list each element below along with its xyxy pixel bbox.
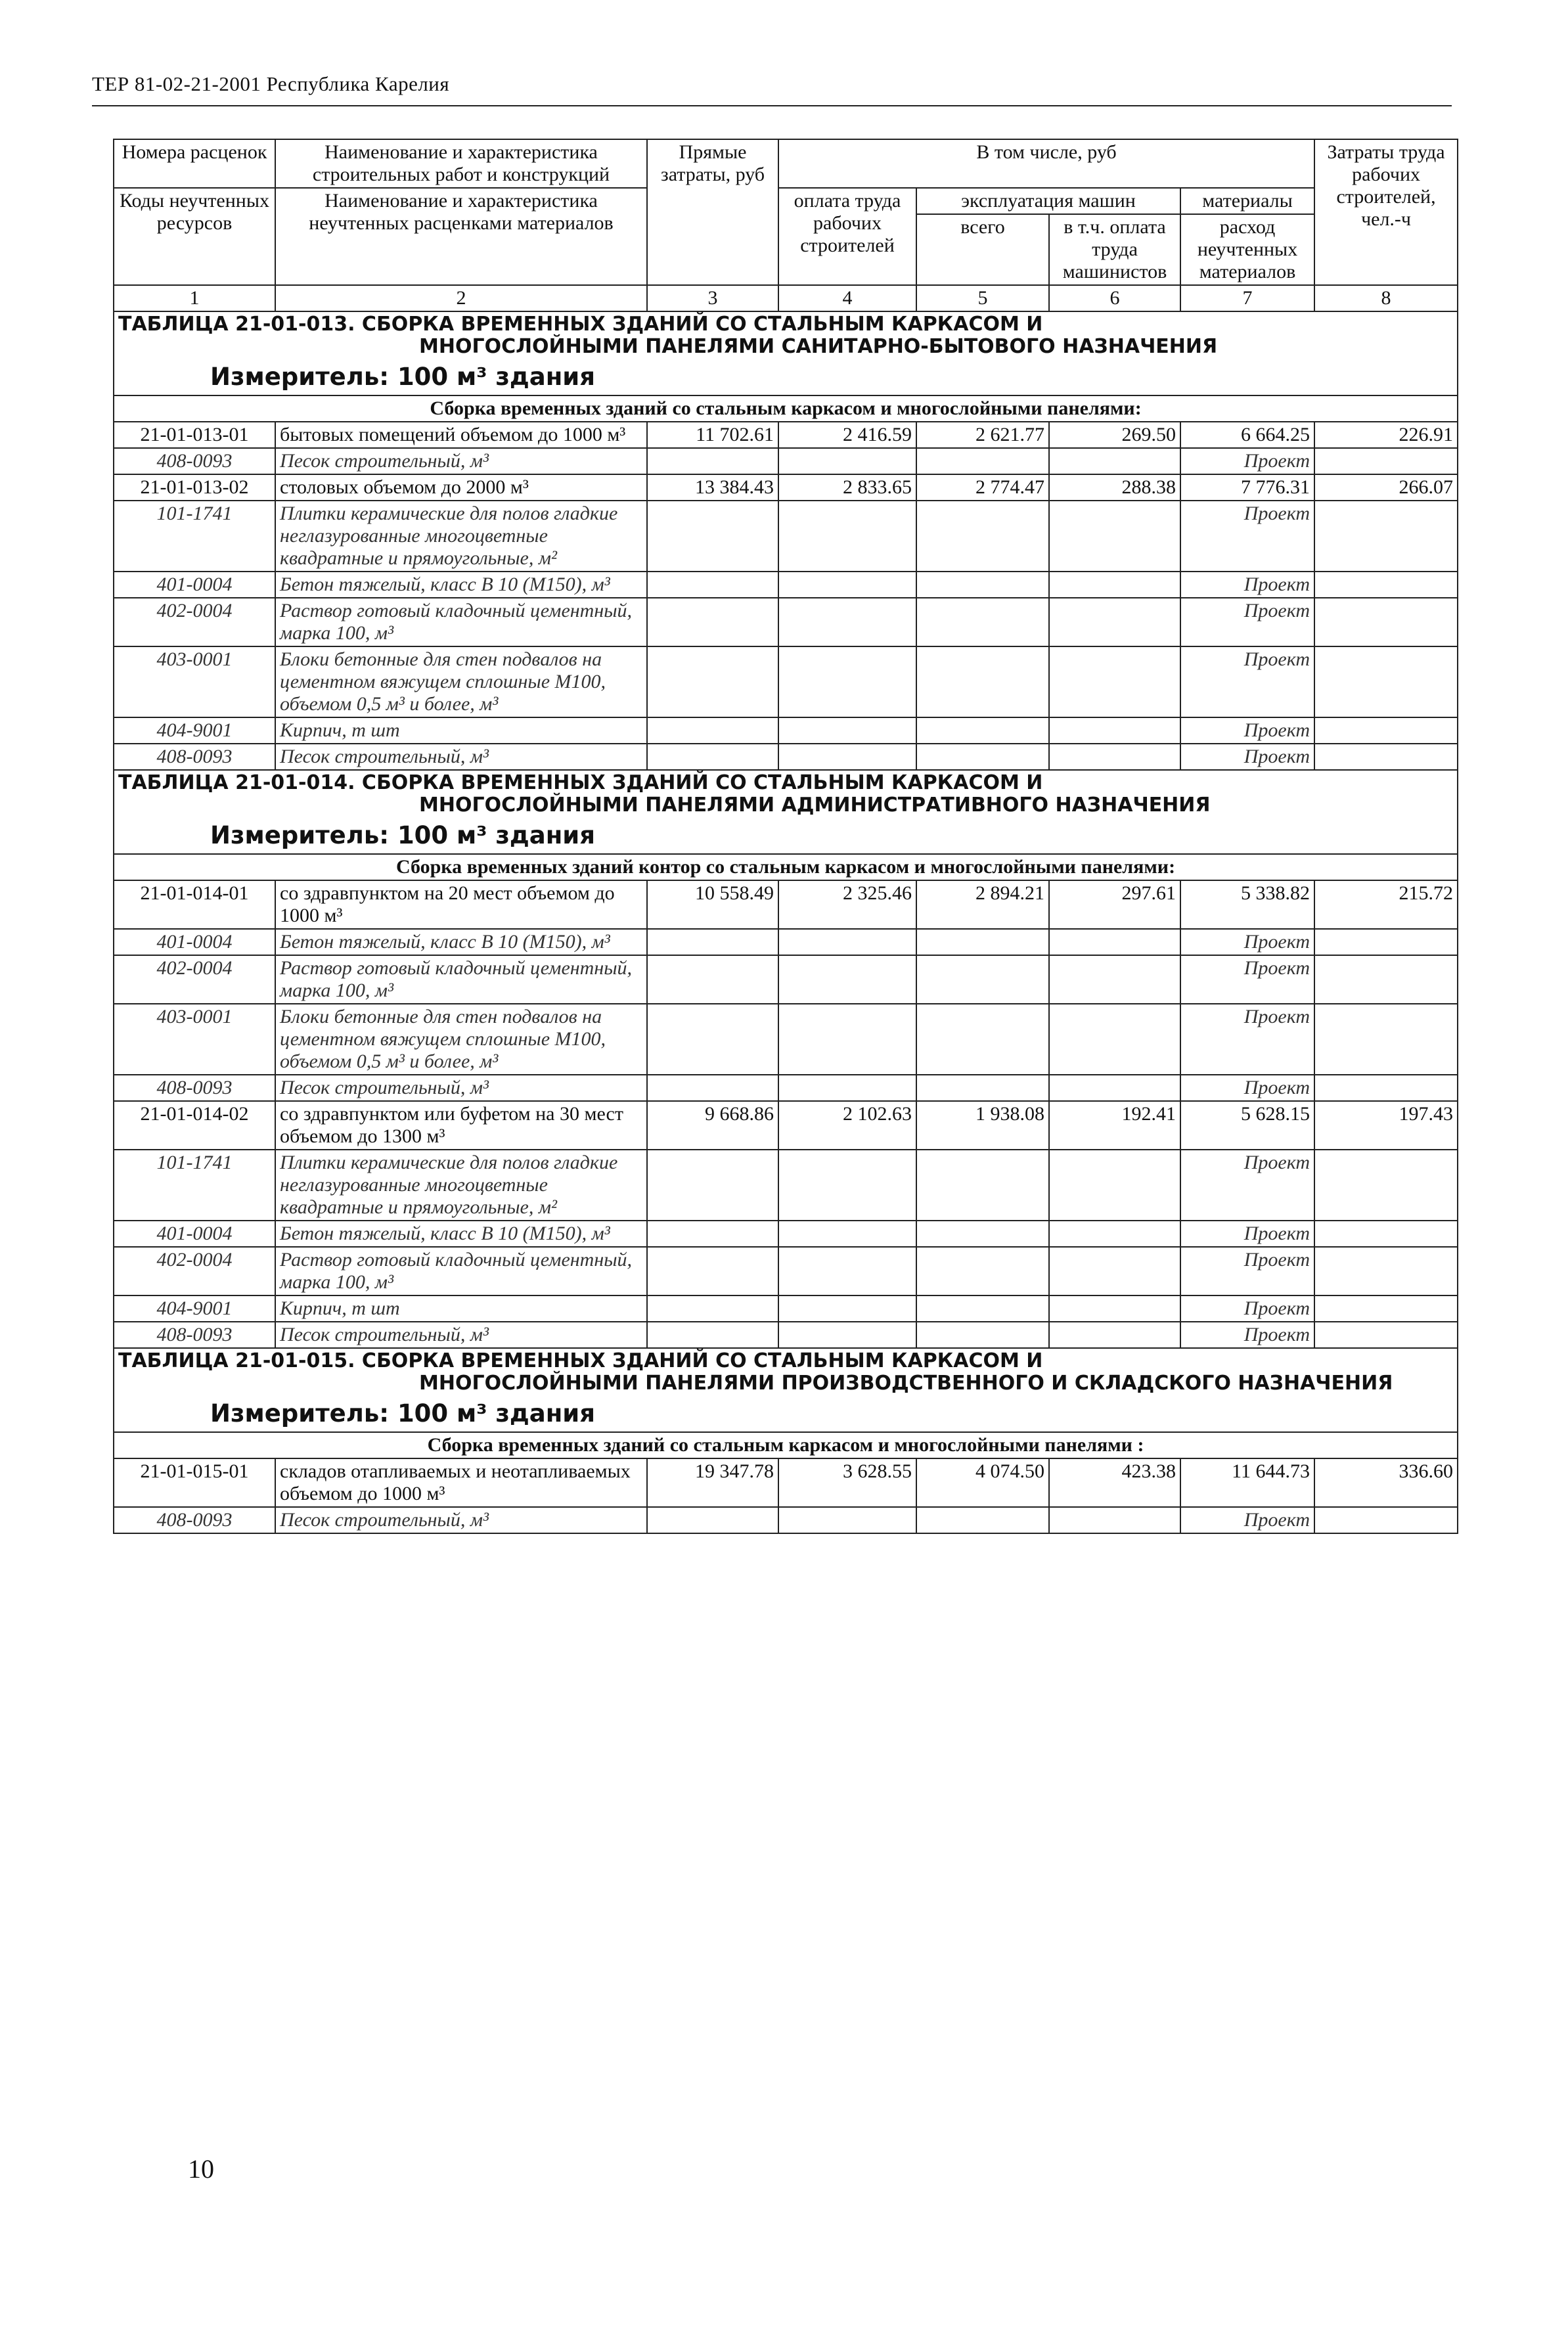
empty-cell xyxy=(778,1221,916,1247)
resource-name: Блоки бетонные для стен подвалов на цементном вяжущем сплошные М100, объемом 0,5 м³ и более, м³ xyxy=(275,646,647,717)
empty-cell xyxy=(778,1295,916,1322)
empty-cell xyxy=(1314,929,1458,955)
work-name: бытовых помещений объемом до 1000 м³ xyxy=(275,422,647,448)
operators-pay: 288.38 xyxy=(1049,474,1180,501)
resource-row xyxy=(114,572,1458,598)
section-title-cell xyxy=(114,311,1458,395)
direct-costs: 13 384.43 xyxy=(647,474,778,501)
resource-name: Бетон тяжелый, класс В 10 (М150), м³ xyxy=(275,929,647,955)
section-title-cell xyxy=(114,1348,1458,1432)
column-numbers-row xyxy=(114,285,1458,311)
resource-code: 408-0093 xyxy=(114,448,275,474)
group-heading-row xyxy=(114,395,1458,422)
empty-cell xyxy=(647,448,778,474)
unit-value: 100 м³ здания xyxy=(397,821,595,849)
group-heading-row xyxy=(114,854,1458,880)
empty-cell xyxy=(1049,1247,1180,1295)
resource-consumption: Проект xyxy=(1180,1507,1314,1533)
resource-row xyxy=(114,1150,1458,1221)
machines-total: 4 074.50 xyxy=(916,1458,1049,1507)
resource-consumption: Проект xyxy=(1180,929,1314,955)
resource-name: Раствор готовый кладочный цементный, марка 100, м³ xyxy=(275,1247,647,1295)
resource-row xyxy=(114,646,1458,717)
empty-cell xyxy=(916,448,1049,474)
empty-cell xyxy=(647,717,778,744)
rate-code: 21-01-014-02 xyxy=(114,1101,275,1150)
empty-cell xyxy=(778,1075,916,1101)
empty-cell xyxy=(647,646,778,717)
header-col2-top: Наименование и характеристика строительных работ и конструкций xyxy=(275,139,647,188)
empty-cell xyxy=(778,646,916,717)
empty-cell xyxy=(1049,1221,1180,1247)
empty-cell xyxy=(916,646,1049,717)
resource-name: Песок строительный, м³ xyxy=(275,744,647,770)
resource-name: Песок строительный, м³ xyxy=(275,1075,647,1101)
materials-cost: 11 644.73 xyxy=(1180,1458,1314,1507)
work-name: складов отапливаемых и неотапливаемых объемом до 1000 м³ xyxy=(275,1458,647,1507)
empty-cell xyxy=(647,1075,778,1101)
rates-table xyxy=(113,139,1458,1534)
resource-consumption: Проект xyxy=(1180,1247,1314,1295)
resource-row xyxy=(114,1322,1458,1348)
resource-code: 403-0001 xyxy=(114,1004,275,1075)
labor-hours: 215.72 xyxy=(1314,880,1458,929)
resource-row xyxy=(114,1004,1458,1075)
table-section-heading xyxy=(114,1348,1458,1432)
resource-code: 101-1741 xyxy=(114,1150,275,1221)
empty-cell xyxy=(1314,744,1458,770)
empty-cell xyxy=(778,1507,916,1533)
direct-costs: 9 668.86 xyxy=(647,1101,778,1150)
resource-consumption: Проект xyxy=(1180,1004,1314,1075)
empty-cell xyxy=(1314,717,1458,744)
resource-code: 404-9001 xyxy=(114,1295,275,1322)
empty-cell xyxy=(647,1150,778,1221)
rate-row xyxy=(114,1101,1458,1150)
empty-cell xyxy=(1314,1507,1458,1533)
unit-label: Измеритель: xyxy=(210,821,390,849)
empty-cell xyxy=(647,1004,778,1075)
materials-cost: 5 338.82 xyxy=(1180,880,1314,929)
machines-total: 2 621.77 xyxy=(916,422,1049,448)
empty-cell xyxy=(916,1221,1049,1247)
empty-cell xyxy=(1049,1507,1180,1533)
empty-cell xyxy=(916,717,1049,744)
group-title: Сборка временных зданий со стальным каркасом и многослойными панелями : xyxy=(114,1432,1458,1458)
header-machines: эксплуатация машин xyxy=(916,188,1180,214)
labor-hours: 336.60 xyxy=(1314,1458,1458,1507)
empty-cell xyxy=(916,1004,1049,1075)
empty-cell xyxy=(1049,598,1180,646)
empty-cell xyxy=(647,744,778,770)
header-rule xyxy=(92,105,1452,106)
empty-cell xyxy=(778,717,916,744)
empty-cell xyxy=(1049,1075,1180,1101)
header-row-2 xyxy=(114,188,1458,214)
empty-cell xyxy=(916,1075,1049,1101)
resource-consumption: Проект xyxy=(1180,448,1314,474)
resource-name: Бетон тяжелый, класс В 10 (М150), м³ xyxy=(275,572,647,598)
labor-pay: 2 416.59 xyxy=(778,422,916,448)
empty-cell xyxy=(778,501,916,572)
column-number: 3 xyxy=(647,285,778,311)
resource-consumption: Проект xyxy=(1180,572,1314,598)
machines-total: 2 774.47 xyxy=(916,474,1049,501)
rate-code: 21-01-013-01 xyxy=(114,422,275,448)
table-body xyxy=(114,139,1458,1533)
resource-consumption: Проект xyxy=(1180,744,1314,770)
unit-line xyxy=(118,1395,1453,1430)
empty-cell xyxy=(916,572,1049,598)
empty-cell xyxy=(1049,1322,1180,1348)
section-title: ТАБЛИЦА 21-01-013. СБОРКА ВРЕМЕННЫХ ЗДАНИЙ СО СТАЛЬНЫМ КАРКАСОМ И xyxy=(118,313,1043,336)
empty-cell xyxy=(916,744,1049,770)
section-title: ТАБЛИЦА 21-01-014. СБОРКА ВРЕМЕННЫХ ЗДАНИЙ СО СТАЛЬНЫМ КАРКАСОМ И xyxy=(118,771,1043,794)
rate-code: 21-01-013-02 xyxy=(114,474,275,501)
header-col1-bottom: Коды неучтенных ресурсов xyxy=(114,188,275,285)
header-col2-bottom: Наименование и характеристика неучтенных расценками материалов xyxy=(275,188,647,285)
resource-code: 402-0004 xyxy=(114,955,275,1004)
empty-cell xyxy=(778,598,916,646)
direct-costs: 11 702.61 xyxy=(647,422,778,448)
resource-row xyxy=(114,598,1458,646)
empty-cell xyxy=(1314,1075,1458,1101)
empty-cell xyxy=(778,572,916,598)
machines-total: 1 938.08 xyxy=(916,1101,1049,1150)
resource-name: Бетон тяжелый, класс В 10 (М150), м³ xyxy=(275,1221,647,1247)
operators-pay: 297.61 xyxy=(1049,880,1180,929)
labor-pay: 2 833.65 xyxy=(778,474,916,501)
labor-pay: 2 325.46 xyxy=(778,880,916,929)
empty-cell xyxy=(647,1507,778,1533)
labor-pay: 2 102.63 xyxy=(778,1101,916,1150)
empty-cell xyxy=(1314,1221,1458,1247)
header-unaccounted-materials: расход неучтенных материалов xyxy=(1180,214,1314,285)
unit-label: Измеритель: xyxy=(210,1399,390,1428)
header-materials: материалы xyxy=(1180,188,1314,214)
running-head: ТЕР 81-02-21-2001 Республика Карелия xyxy=(92,72,450,95)
rate-code: 21-01-015-01 xyxy=(114,1458,275,1507)
operators-pay: 192.41 xyxy=(1049,1101,1180,1150)
empty-cell xyxy=(1314,1004,1458,1075)
group-title: Сборка временных зданий контор со стальным каркасом и многослойными панелями: xyxy=(114,854,1458,880)
empty-cell xyxy=(916,1150,1049,1221)
empty-cell xyxy=(1049,646,1180,717)
unit-line xyxy=(118,817,1453,852)
unit-line xyxy=(118,358,1453,394)
empty-cell xyxy=(778,1150,916,1221)
direct-costs: 10 558.49 xyxy=(647,880,778,929)
column-number: 2 xyxy=(275,285,647,311)
materials-cost: 7 776.31 xyxy=(1180,474,1314,501)
resource-code: 408-0093 xyxy=(114,1075,275,1101)
empty-cell xyxy=(916,598,1049,646)
resource-code: 401-0004 xyxy=(114,572,275,598)
unit-value: 100 м³ здания xyxy=(397,363,595,391)
operators-pay: 423.38 xyxy=(1049,1458,1180,1507)
empty-cell xyxy=(1049,929,1180,955)
unit-label: Измеритель: xyxy=(210,363,390,391)
resource-code: 101-1741 xyxy=(114,501,275,572)
resource-consumption: Проект xyxy=(1180,598,1314,646)
header-labor-pay: оплата труда рабочих строителей xyxy=(778,188,916,285)
header-machines-total: всего xyxy=(916,214,1049,285)
resource-consumption: Проект xyxy=(1180,1075,1314,1101)
section-title-cell xyxy=(114,770,1458,854)
header-labor-hours: Затраты труда рабочих строителей, чел.-ч xyxy=(1314,139,1458,285)
empty-cell xyxy=(647,1221,778,1247)
resource-code: 408-0093 xyxy=(114,744,275,770)
empty-cell xyxy=(916,1247,1049,1295)
resource-code: 408-0093 xyxy=(114,1507,275,1533)
table-section-heading xyxy=(114,311,1458,395)
work-name: со здравпунктом или буфетом на 30 мест объемом до 1300 м³ xyxy=(275,1101,647,1150)
column-number: 6 xyxy=(1049,285,1180,311)
empty-cell xyxy=(916,1507,1049,1533)
empty-cell xyxy=(778,1247,916,1295)
header-operators-pay: в т.ч. оплата труда машинистов xyxy=(1049,214,1180,285)
resource-row xyxy=(114,929,1458,955)
column-number: 1 xyxy=(114,285,275,311)
resource-name: Блоки бетонные для стен подвалов на цементном вяжущем сплошные М100, объемом 0,5 м³ и более, м³ xyxy=(275,1004,647,1075)
empty-cell xyxy=(1314,646,1458,717)
empty-cell xyxy=(778,1004,916,1075)
section-title-continued: МНОГОСЛОЙНЫМИ ПАНЕЛЯМИ САНИТАРНО-БЫТОВОГО НАЗНАЧЕНИЯ xyxy=(419,335,1218,358)
resource-consumption: Проект xyxy=(1180,1295,1314,1322)
empty-cell xyxy=(1049,501,1180,572)
empty-cell xyxy=(1314,955,1458,1004)
empty-cell xyxy=(647,1247,778,1295)
group-heading-row xyxy=(114,1432,1458,1458)
operators-pay: 269.50 xyxy=(1049,422,1180,448)
rate-row xyxy=(114,1458,1458,1507)
resource-row xyxy=(114,1221,1458,1247)
resource-row xyxy=(114,1075,1458,1101)
empty-cell xyxy=(1049,572,1180,598)
resource-consumption: Проект xyxy=(1180,955,1314,1004)
resource-code: 408-0093 xyxy=(114,1322,275,1348)
resource-row xyxy=(114,1507,1458,1533)
empty-cell xyxy=(916,1295,1049,1322)
column-number: 5 xyxy=(916,285,1049,311)
resource-consumption: Проект xyxy=(1180,646,1314,717)
direct-costs: 19 347.78 xyxy=(647,1458,778,1507)
empty-cell xyxy=(1049,1150,1180,1221)
empty-cell xyxy=(916,955,1049,1004)
empty-cell xyxy=(778,744,916,770)
resource-name: Раствор готовый кладочный цементный, марка 100, м³ xyxy=(275,598,647,646)
table-section-heading xyxy=(114,770,1458,854)
empty-cell xyxy=(647,1295,778,1322)
materials-cost: 5 628.15 xyxy=(1180,1101,1314,1150)
resource-name: Кирпич, т шт xyxy=(275,1295,647,1322)
rate-row xyxy=(114,880,1458,929)
empty-cell xyxy=(647,572,778,598)
machines-total: 2 894.21 xyxy=(916,880,1049,929)
empty-cell xyxy=(1314,572,1458,598)
section-title: ТАБЛИЦА 21-01-015. СБОРКА ВРЕМЕННЫХ ЗДАНИЙ СО СТАЛЬНЫМ КАРКАСОМ И xyxy=(118,1349,1043,1372)
unit-value: 100 м³ здания xyxy=(397,1399,595,1428)
resource-code: 402-0004 xyxy=(114,1247,275,1295)
column-number: 7 xyxy=(1180,285,1314,311)
header-row-1 xyxy=(114,139,1458,188)
resource-row xyxy=(114,955,1458,1004)
section-title-continued: МНОГОСЛОЙНЫМИ ПАНЕЛЯМИ ПРОИЗВОДСТВЕННОГО И СКЛАДСКОГО НАЗНАЧЕНИЯ xyxy=(419,1372,1393,1395)
page-number: 10 xyxy=(188,2154,214,2184)
resource-name: Плитки керамические для полов гладкие неглазурованные многоцветные квадратные и прямоугольные, м² xyxy=(275,1150,647,1221)
resource-name: Песок строительный, м³ xyxy=(275,448,647,474)
resource-consumption: Проект xyxy=(1180,717,1314,744)
empty-cell xyxy=(647,598,778,646)
resource-consumption: Проект xyxy=(1180,501,1314,572)
empty-cell xyxy=(647,1322,778,1348)
resource-name: Песок строительный, м³ xyxy=(275,1507,647,1533)
empty-cell xyxy=(916,929,1049,955)
empty-cell xyxy=(778,955,916,1004)
resource-row xyxy=(114,448,1458,474)
resource-row xyxy=(114,744,1458,770)
empty-cell xyxy=(778,929,916,955)
empty-cell xyxy=(1049,744,1180,770)
group-title: Сборка временных зданий со стальным каркасом и многослойными панелями: xyxy=(114,395,1458,422)
empty-cell xyxy=(647,929,778,955)
empty-cell xyxy=(1314,1322,1458,1348)
empty-cell xyxy=(778,448,916,474)
column-number: 4 xyxy=(778,285,916,311)
materials-cost: 6 664.25 xyxy=(1180,422,1314,448)
labor-hours: 226.91 xyxy=(1314,422,1458,448)
header-in-total: В том числе, руб xyxy=(778,139,1314,188)
rate-row xyxy=(114,422,1458,448)
resource-consumption: Проект xyxy=(1180,1221,1314,1247)
empty-cell xyxy=(1314,1295,1458,1322)
resource-code: 401-0004 xyxy=(114,929,275,955)
section-title-continued: МНОГОСЛОЙНЫМИ ПАНЕЛЯМИ АДМИНИСТРАТИВНОГО НАЗНАЧЕНИЯ xyxy=(419,794,1211,817)
labor-hours: 197.43 xyxy=(1314,1101,1458,1150)
empty-cell xyxy=(647,501,778,572)
resource-code: 402-0004 xyxy=(114,598,275,646)
header-direct-costs: Прямые затраты, руб xyxy=(647,139,778,285)
resource-code: 403-0001 xyxy=(114,646,275,717)
rate-row xyxy=(114,474,1458,501)
column-number: 8 xyxy=(1314,285,1458,311)
empty-cell xyxy=(1049,448,1180,474)
resource-consumption: Проект xyxy=(1180,1150,1314,1221)
empty-cell xyxy=(647,955,778,1004)
empty-cell xyxy=(1314,448,1458,474)
resource-name: Раствор готовый кладочный цементный, марка 100, м³ xyxy=(275,955,647,1004)
empty-cell xyxy=(1314,598,1458,646)
resource-row xyxy=(114,1247,1458,1295)
empty-cell xyxy=(1314,1247,1458,1295)
empty-cell xyxy=(1314,1150,1458,1221)
empty-cell xyxy=(916,501,1049,572)
empty-cell xyxy=(1049,1004,1180,1075)
resource-row xyxy=(114,717,1458,744)
empty-cell xyxy=(1049,955,1180,1004)
rate-code: 21-01-014-01 xyxy=(114,880,275,929)
resource-name: Песок строительный, м³ xyxy=(275,1322,647,1348)
resource-consumption: Проект xyxy=(1180,1322,1314,1348)
resource-row xyxy=(114,1295,1458,1322)
header-col1-top: Номера расценок xyxy=(114,139,275,188)
resource-name: Плитки керамические для полов гладкие неглазурованные многоцветные квадратные и прямоугольные, м² xyxy=(275,501,647,572)
labor-hours: 266.07 xyxy=(1314,474,1458,501)
empty-cell xyxy=(1049,717,1180,744)
empty-cell xyxy=(916,1322,1049,1348)
work-name: со здравпунктом на 20 мест объемом до 1000 м³ xyxy=(275,880,647,929)
empty-cell xyxy=(1314,501,1458,572)
resource-code: 401-0004 xyxy=(114,1221,275,1247)
resource-name: Кирпич, т шт xyxy=(275,717,647,744)
resource-code: 404-9001 xyxy=(114,717,275,744)
empty-cell xyxy=(1049,1295,1180,1322)
work-name: столовых объемом до 2000 м³ xyxy=(275,474,647,501)
labor-pay: 3 628.55 xyxy=(778,1458,916,1507)
empty-cell xyxy=(778,1322,916,1348)
resource-row xyxy=(114,501,1458,572)
